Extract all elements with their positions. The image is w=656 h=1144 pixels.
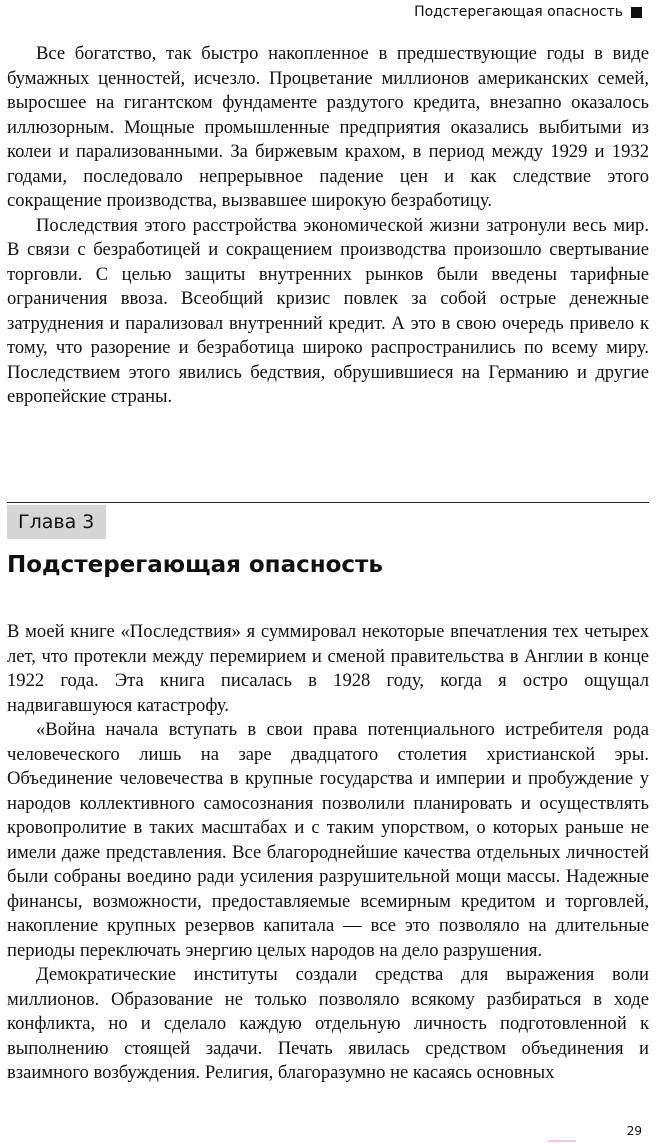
footer-decoration <box>548 1140 576 1142</box>
paragraph: Последствия этого расстройства экономической жизни затронули весь мир. В связи с безработицей и сокращением производства произошло свертывание торговли. С целью защиты внутренних рынков были введены тарифные ограничения ввоза. Всеобщий кризис повлек за собой острые денежные затруднения и парализовал внутренний кредит. А это в свою очередь привело к тому, что разорение и безработица широко распространились по всему миру. Последствием этого явились бедствия, обрушившиеся на Германию и другие европейские страны. <box>7 214 649 407</box>
running-head-title: Подстерегающая опасность <box>414 4 623 20</box>
body-text-block-2 <box>7 620 649 1086</box>
paragraph: В моей книге «Последствия» я суммировал некоторые впечатления тех четырех лет, что протекли между перемирием и сменой правительства в Англии в конце 1922 года. Эта книга писалась в 1928 году, когда я остро ощущал надвигавшуюся катастрофу. <box>7 621 649 716</box>
paragraph: Демократические институты создали средства для выражения воли миллионов. Образование не только позволяло всякому разбираться в ходе конфликта, но и сделало каждую отдельную личность подготовленной к выполнению стоящей задачи. Печать явилась средством объединения и взаимного возбуждения. Религия, благоразумно не касаясь основных <box>7 964 649 1083</box>
chapter-divider <box>7 502 649 503</box>
running-head-square-icon <box>631 7 642 18</box>
page-number: 29 <box>626 1124 642 1138</box>
paragraph: Все богатство, так быстро накопленное в предшествующие годы в виде бумажных ценностей, исчезло. Процветание миллионов американских семей, выросшее на гигантском фундаменте раздутого кредита, внезапно оказалось иллюзорным. Мощные промышленные предприятия оказались выбитыми из колеи и парализованными. За биржевым крахом, в период между 1929 и 1932 годами, последовало непрерывное падение цен и как следствие этого сокращение производства, вызвавшее широкую безработицу. <box>7 43 649 211</box>
running-head <box>414 2 642 22</box>
paragraph: «Война начала вступать в свои права потенциального истребителя рода человеческого лишь на заре двадцатого столетия христианской эры. Объединение человечества в крупные государства и империи и пробуждение у народов коллективного самосознания позволили планировать и осуществлять кровопролитие в таких масштабах и с таким упорством, о которых раньше не имели даже представления. Все благороднейшие качества отдельных личностей были собраны воедино ради усиления разрушительной мощи массы. Надежные финансы, возможности, предоставляемые всемирным кредитом и торговлей, накопление крупных резервов капитала — все это позволяло на длительные периоды переключать энергию целых народов на дело разрушения. <box>7 719 649 961</box>
body-text-block-1 <box>7 42 649 410</box>
chapter-title: Подстерегающая опасность <box>7 552 383 578</box>
chapter-label: Глава 3 <box>7 505 106 539</box>
